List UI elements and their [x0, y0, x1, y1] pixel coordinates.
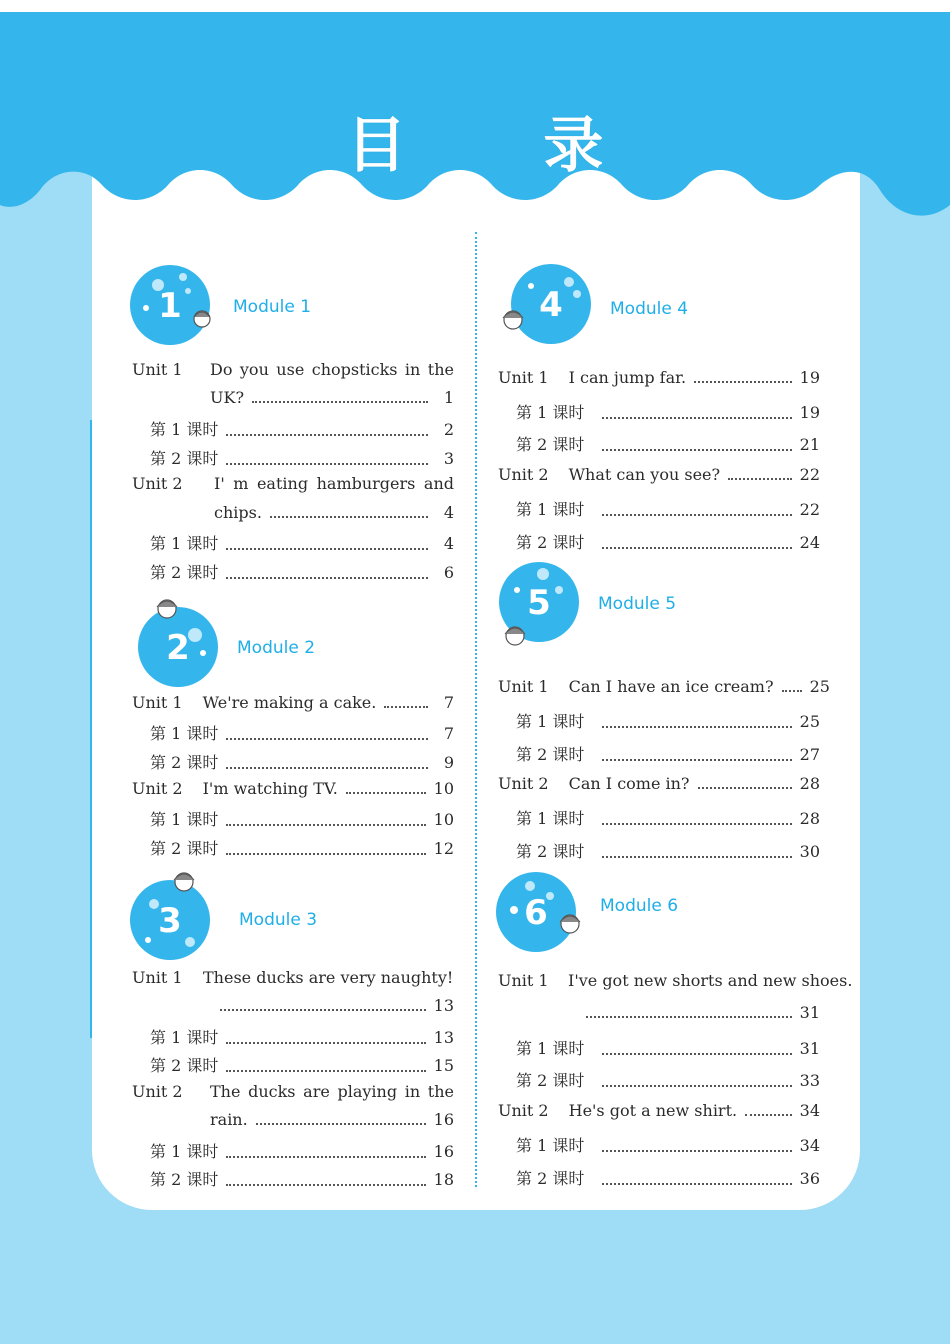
- m6-unit1-label: Unit 1: [498, 971, 549, 990]
- toc-entry[interactable]: 第 2 课时 36: [516, 1169, 820, 1188]
- toc-entry[interactable]: 第 1 课时 31: [516, 1039, 820, 1058]
- module-number: 2: [166, 628, 190, 668]
- toc-entry[interactable]: 第 1 课时 7: [150, 724, 454, 743]
- m1-unit1-label: Unit 1: [132, 360, 183, 379]
- module-5-label: Module 5: [598, 594, 677, 614]
- toc-entry[interactable]: 31: [580, 1003, 820, 1022]
- toc-entry[interactable]: 第 2 课时 24: [516, 533, 820, 552]
- m1-unit2-label: Unit 2: [132, 474, 183, 493]
- toc-entry[interactable]: Unit 2 He's got a new shirt. 34: [498, 1101, 820, 1120]
- toc-entry[interactable]: 第 2 课时 12: [150, 839, 454, 858]
- toc-entry[interactable]: 第 1 课时 22: [516, 500, 820, 519]
- module-2-badge: [135, 595, 225, 690]
- module-4-badge: [497, 262, 597, 354]
- toc-entry[interactable]: Unit 1 We're making a cake. 7: [132, 693, 454, 712]
- module-3-label: Module 3: [239, 910, 318, 930]
- m6-unit1-title: I've got new shorts and new shoes.: [568, 971, 853, 990]
- toc-entry[interactable]: Unit 2 What can you see? 22: [498, 465, 820, 484]
- module-number: 6: [524, 893, 548, 933]
- toc-entry[interactable]: 第 1 课时 13: [150, 1028, 454, 1047]
- column-divider: [475, 232, 477, 1187]
- page-title: 目 录: [346, 111, 662, 181]
- toc-entry[interactable]: 第 2 课时 15: [150, 1056, 454, 1075]
- toc-entry[interactable]: 第 1 课时 28: [516, 809, 820, 828]
- module-3-badge: [128, 868, 223, 963]
- toc-entry[interactable]: Unit 1 Can I have an ice cream? 25: [498, 677, 830, 696]
- toc-entry[interactable]: chips. 4: [214, 503, 454, 522]
- toc-entry[interactable]: Unit 2 I'm watching TV. 10: [132, 779, 454, 798]
- toc-entry[interactable]: 第 1 课时 2: [150, 420, 454, 439]
- m1-unit1-title: Do you use chopsticks in the: [210, 360, 454, 379]
- module-6-badge: [494, 870, 589, 962]
- toc-entry[interactable]: 第 1 课时 4: [150, 534, 454, 553]
- m3-unit1-label: Unit 1: [132, 968, 183, 987]
- toc-entry[interactable]: 第 2 课时 3: [150, 449, 454, 468]
- toc-entry[interactable]: 第 1 课时 25: [516, 712, 820, 731]
- toc-entry[interactable]: 第 2 课时 6: [150, 563, 454, 582]
- toc-entry[interactable]: 第 1 课时 10: [150, 810, 454, 829]
- m3-unit2-title: The ducks are playing in the: [210, 1082, 454, 1101]
- toc-entry[interactable]: Unit 1 I can jump far. 19: [498, 368, 820, 387]
- toc-entry[interactable]: 第 2 课时 33: [516, 1071, 820, 1090]
- toc-entry[interactable]: 第 2 课时 30: [516, 842, 820, 861]
- toc-entry[interactable]: 第 1 课时 19: [516, 403, 820, 422]
- toc-entry[interactable]: 第 1 课时 16: [150, 1142, 454, 1161]
- toc-entry[interactable]: UK? 1: [210, 388, 454, 407]
- m3-unit1-title: These ducks are very naughty!: [203, 968, 454, 987]
- m1-unit2-title: I' m eating hamburgers and: [214, 474, 454, 493]
- toc-entry[interactable]: 第 2 课时 18: [150, 1170, 454, 1189]
- toc-entry[interactable]: 第 1 课时 34: [516, 1136, 820, 1155]
- module-number: 4: [539, 285, 563, 325]
- module-1-label: Module 1: [233, 297, 312, 317]
- m3-unit2-label: Unit 2: [132, 1082, 183, 1101]
- toc-entry[interactable]: 第 2 课时 9: [150, 753, 454, 772]
- module-number: 3: [158, 901, 182, 941]
- module-2-label: Module 2: [237, 638, 316, 658]
- module-6-label: Module 6: [600, 896, 679, 916]
- toc-entry[interactable]: Unit 2 Can I come in? 28: [498, 774, 820, 793]
- module-1-badge: [128, 263, 218, 353]
- module-5-badge: [497, 560, 587, 656]
- module-number: 1: [158, 286, 182, 326]
- module-4-label: Module 4: [610, 299, 689, 319]
- module-number: 5: [527, 583, 551, 623]
- toc-entry[interactable]: 13: [214, 996, 454, 1015]
- toc-entry[interactable]: 第 2 课时 27: [516, 745, 820, 764]
- toc-entry[interactable]: rain. 16: [210, 1110, 454, 1129]
- toc-entry[interactable]: 第 2 课时 21: [516, 435, 820, 454]
